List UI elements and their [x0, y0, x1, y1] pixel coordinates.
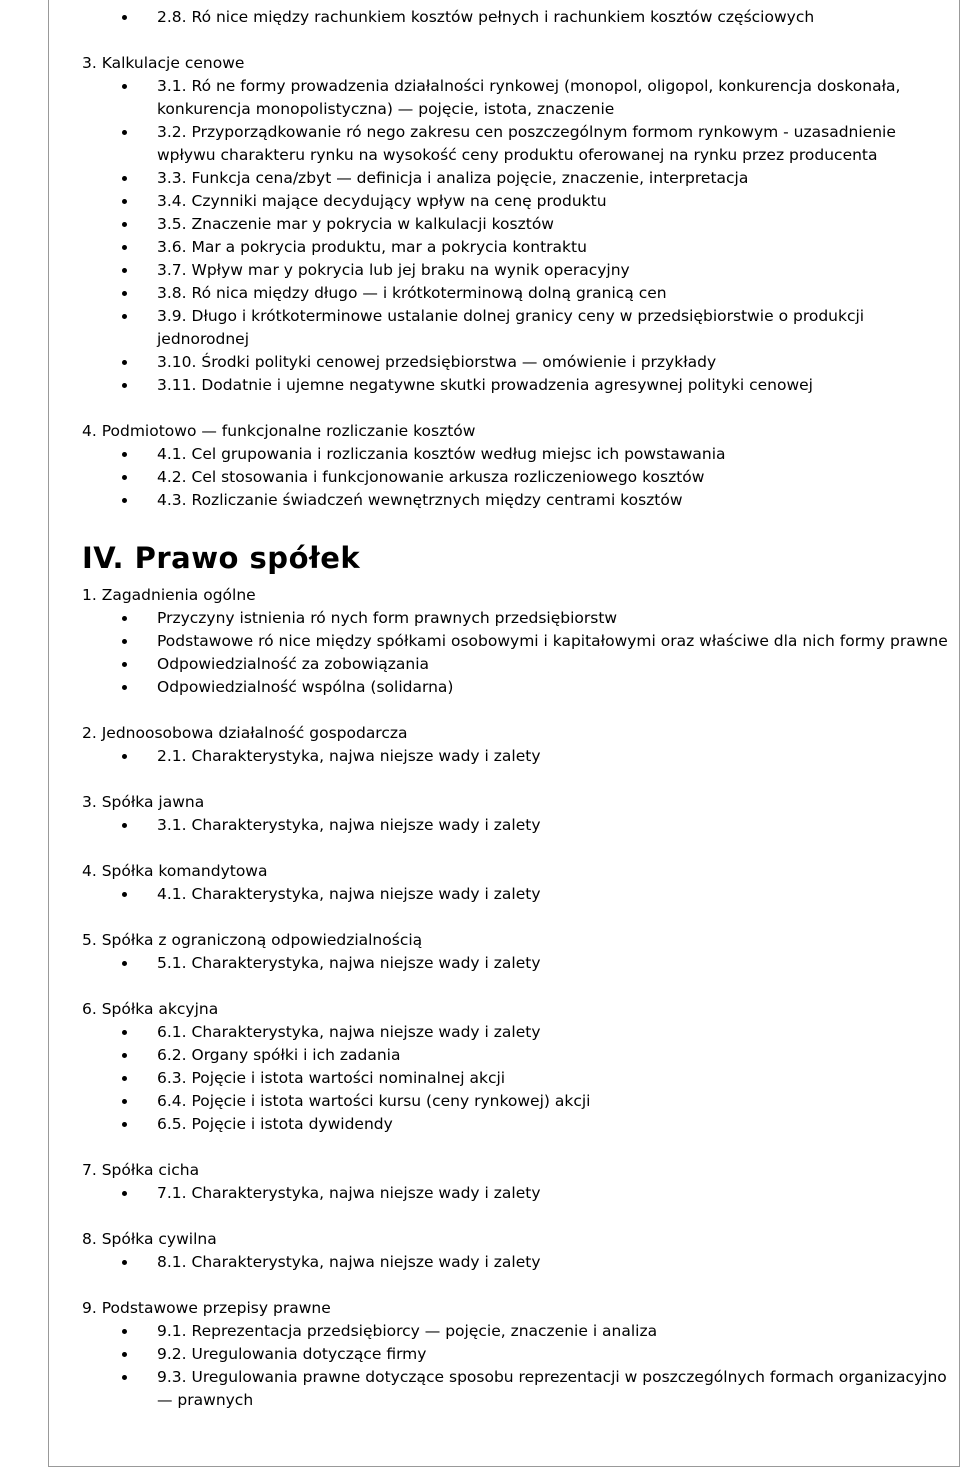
section-list	[82, 1182, 948, 1205]
list-item: 3.8. Ró nica między długo — i krótkoterminową dolną granicą cen	[82, 282, 948, 305]
top-list	[82, 6, 948, 29]
list-item: 3.9. Długo i krótkoterminowe ustalanie dolnej granicy ceny w przedsiębiorstwie o produkcji jednorodnej	[82, 305, 948, 351]
list-item: Odpowiedzialność wspólna (solidarna)	[82, 676, 948, 699]
list-item: 3.4. Czynniki mające decydujący wpływ na cenę produktu	[82, 190, 948, 213]
list-item: 9.3. Uregulowania prawne dotyczące sposobu reprezentacji w poszczególnych formach organizacyjno — prawnych	[82, 1366, 948, 1412]
list-item: Przyczyny istnienia ró nych form prawnych przedsiębiorstw	[82, 607, 948, 630]
list-item: 8.1. Charakterystyka, najwa niejsze wady i zalety	[82, 1251, 948, 1274]
list-item: 3.3. Funkcja cena/zbyt — definicja i analiza pojęcie, znaczenie, interpretacja	[82, 167, 948, 190]
list-item: 6.4. Pojęcie i istota wartości kursu (ceny rynkowej) akcji	[82, 1090, 948, 1113]
section-heading: IV. Prawo spółek	[82, 541, 361, 575]
list-item: 6.3. Pojęcie i istota wartości nominalnej akcji	[82, 1067, 948, 1090]
section-title: 4. Spółka komandytowa	[82, 862, 268, 880]
list-item: 3.5. Znaczenie mar y pokrycia w kalkulacji kosztów	[82, 213, 948, 236]
section-list	[82, 443, 948, 512]
list-item: 3.1. Ró ne formy prowadzenia działalności rynkowej (monopol, oligopol, konkurencja doskonała, konkurencja monopolistyczna) — pojęcie, istota, znaczenie	[82, 75, 948, 121]
section-list	[82, 75, 948, 397]
list-item: 3.6. Mar a pokrycia produktu, mar a pokrycia kontraktu	[82, 236, 948, 259]
list-item: 2.8. Ró nice między rachunkiem kosztów pełnych i rachunkiem kosztów częściowych	[82, 6, 948, 29]
section-title: 8. Spółka cywilna	[82, 1230, 217, 1248]
section-title: 9. Podstawowe przepisy prawne	[82, 1299, 331, 1317]
section-title: 4. Podmiotowo — funkcjonalne rozliczanie kosztów	[82, 422, 476, 440]
list-item: 3.11. Dodatnie i ujemne negatywne skutki prowadzenia agresywnej polityki cenowej	[82, 374, 948, 397]
section-list	[82, 745, 948, 768]
section-title: 3. Spółka jawna	[82, 793, 205, 811]
section-title: 6. Spółka akcyjna	[82, 1000, 219, 1018]
list-item: 7.1. Charakterystyka, najwa niejsze wady i zalety	[82, 1182, 948, 1205]
list-item: 3.1. Charakterystyka, najwa niejsze wady i zalety	[82, 814, 948, 837]
list-item: 4.1. Charakterystyka, najwa niejsze wady i zalety	[82, 883, 948, 906]
list-item: Podstawowe ró nice między spółkami osobowymi i kapitałowymi oraz właściwe dla nich formy prawne	[82, 630, 948, 653]
section-list	[82, 607, 948, 699]
list-item: 3.10. Środki polityki cenowej przedsiębiorstwa — omówienie i przykłady	[82, 351, 948, 374]
section-list	[82, 814, 948, 837]
list-item: 5.1. Charakterystyka, najwa niejsze wady i zalety	[82, 952, 948, 975]
section-title: 7. Spółka cicha	[82, 1161, 200, 1179]
section-list	[82, 1251, 948, 1274]
sections-company-law	[82, 584, 948, 1412]
list-item: 2.1. Charakterystyka, najwa niejsze wady i zalety	[82, 745, 948, 768]
section-list	[82, 1320, 948, 1412]
list-item: 6.5. Pojęcie i istota dywidendy	[82, 1113, 948, 1136]
section-title: 5. Spółka z ograniczoną odpowiedzialnością	[82, 931, 423, 949]
section-title: 3. Kalkulacje cenowe	[82, 54, 245, 72]
section-list	[82, 952, 948, 975]
sections-economics	[82, 52, 948, 512]
list-item: 4.2. Cel stosowania i funkcjonowanie arkusza rozliczeniowego kosztów	[82, 466, 948, 489]
list-item: Odpowiedzialność za zobowiązania	[82, 653, 948, 676]
list-item: 9.2. Uregulowania dotyczące firmy	[82, 1343, 948, 1366]
document-content	[82, 6, 948, 1412]
section-list	[82, 1021, 948, 1136]
list-item: 6.2. Organy spółki i ich zadania	[82, 1044, 948, 1067]
list-item: 3.7. Wpływ mar y pokrycia lub jej braku na wynik operacyjny	[82, 259, 948, 282]
list-item: 3.2. Przyporządkowanie ró nego zakresu cen poszczególnym formom rynkowym - uzasadnienie wpływu charakteru rynku na wysokość ceny produktu oferowanej na rynku przez producenta	[82, 121, 948, 167]
section-title: 2. Jednoosobowa działalność gospodarcza	[82, 724, 408, 742]
list-item: 4.3. Rozliczanie świadczeń wewnętrznych między centrami kosztów	[82, 489, 948, 512]
list-item: 6.1. Charakterystyka, najwa niejsze wady i zalety	[82, 1021, 948, 1044]
list-item: 9.1. Reprezentacja przedsiębiorcy — pojęcie, znaczenie i analiza	[82, 1320, 948, 1343]
list-item: 4.1. Cel grupowania i rozliczania kosztów według miejsc ich powstawania	[82, 443, 948, 466]
section-list	[82, 883, 948, 906]
section-title: 1. Zagadnienia ogólne	[82, 586, 256, 604]
